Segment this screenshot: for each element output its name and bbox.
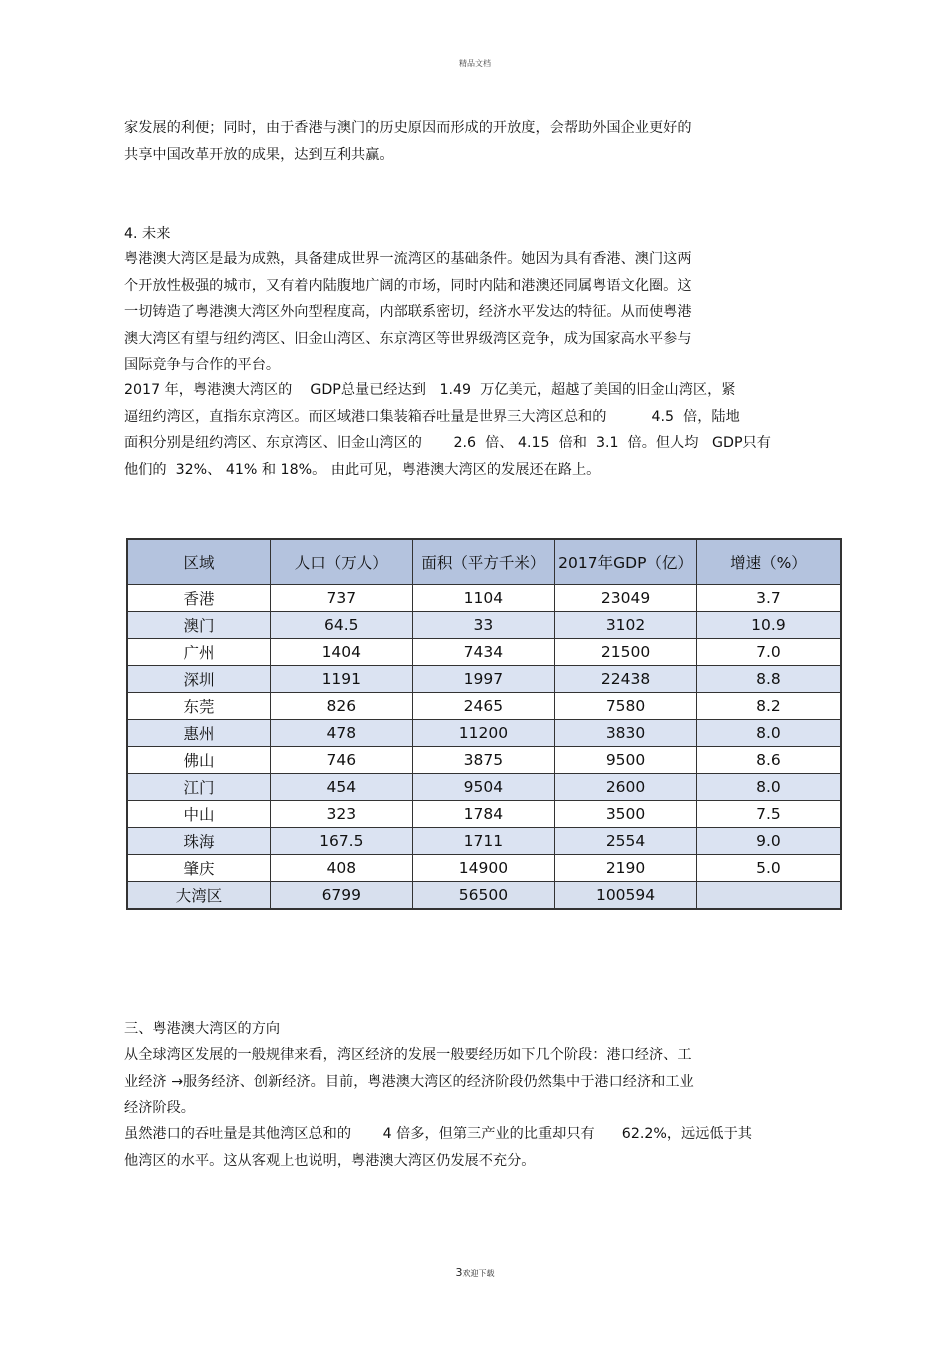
cell-region: 江门: [127, 774, 270, 801]
cell-area: 7434: [412, 639, 555, 666]
cell-region: 香港: [127, 585, 270, 612]
cell-region: 大湾区: [127, 882, 270, 910]
table-body: [127, 585, 841, 910]
cell-growth: 8.6: [696, 747, 841, 774]
cell-area: 3875: [412, 747, 555, 774]
section-heading-direction: 三、粤港澳大湾区的方向: [124, 1021, 281, 1037]
header-area: 面积（平方千米）: [412, 539, 555, 585]
header-gdp: 2017年GDP（亿）: [555, 539, 697, 585]
cell-region: 珠海: [127, 828, 270, 855]
footer-text: 欢迎下载: [462, 1269, 495, 1278]
cell-growth: 8.8: [696, 666, 841, 693]
cell-population: 6799: [270, 882, 412, 910]
cell-population: 1191: [270, 666, 412, 693]
cell-gdp: 3830: [555, 720, 697, 747]
header-growth: 增速（%）: [696, 539, 841, 585]
table-row: [127, 747, 841, 774]
cell-gdp: 2600: [555, 774, 697, 801]
cell-gdp: 7580: [555, 693, 697, 720]
cell-area: 56500: [412, 882, 555, 910]
cell-region: 佛山: [127, 747, 270, 774]
paragraph-intro-continued: 家发展的利便；同时，由于香港与澳门的历史原因而形成的开放度，会帮助外国企业更好的 共享中国改革开放的成果，达到互利共赢。: [124, 120, 692, 163]
cell-growth: 7.0: [696, 639, 841, 666]
table-row: [127, 585, 841, 612]
table-row: [127, 612, 841, 639]
cell-gdp: 2554: [555, 828, 697, 855]
cell-population: 167.5: [270, 828, 412, 855]
cell-growth: 10.9: [696, 612, 841, 639]
cell-area: 1711: [412, 828, 555, 855]
paragraph-maturity: 粤港澳大湾区是最为成熟，具备建成世界一流湾区的基础条件。她因为具有香港、澳门这两 个开放性极强的城市，又有着内陆腹地广阔的市场，同时内陆和港澳还同属粤语文化圈。这 一切铸造了粤港澳大湾区外向型程度高，内部联系密切，经济水平发达的特征。从而使粤港 澳大湾区有望与纽约湾区、旧金山湾区、东京湾区等世界级湾区竞争，成为国家高水平参与 国际竞争与合作的平台。: [124, 251, 692, 373]
cell-area: 1784: [412, 801, 555, 828]
cell-population: 746: [270, 747, 412, 774]
cell-population: 323: [270, 801, 412, 828]
section-heading-future: 4. 未来: [124, 226, 171, 242]
table-row: [127, 801, 841, 828]
cell-population: 64.5: [270, 612, 412, 639]
cell-gdp: 100594: [555, 882, 697, 910]
table-row: [127, 828, 841, 855]
cell-gdp: 3102: [555, 612, 697, 639]
cell-region: 深圳: [127, 666, 270, 693]
cell-area: 11200: [412, 720, 555, 747]
cell-area: 14900: [412, 855, 555, 882]
cell-region: 东莞: [127, 693, 270, 720]
cell-gdp: 23049: [555, 585, 697, 612]
cell-growth: [696, 882, 841, 910]
cell-growth: 5.0: [696, 855, 841, 882]
page-footer: [0, 1266, 950, 1279]
table-row: [127, 666, 841, 693]
table-row: [127, 882, 841, 910]
paragraph-stages: 从全球湾区发展的一般规律来看，湾区经济的发展一般要经历如下几个阶段：港口经济、工 业经济 →服务经济、创新经济。目前，粤港澳大湾区的经济阶段仍然集中于港口经济和工业 经济阶段。: [124, 1047, 694, 1116]
cell-area: 9504: [412, 774, 555, 801]
cell-gdp: 21500: [555, 639, 697, 666]
cell-area: 2465: [412, 693, 555, 720]
cell-region: 广州: [127, 639, 270, 666]
header-population: 人口（万人）: [270, 539, 412, 585]
cell-gdp: 2190: [555, 855, 697, 882]
cell-growth: 7.5: [696, 801, 841, 828]
cell-region: 惠州: [127, 720, 270, 747]
cell-gdp: 9500: [555, 747, 697, 774]
cell-growth: 8.2: [696, 693, 841, 720]
cell-gdp: 3500: [555, 801, 697, 828]
greater-bay-area-table: [126, 538, 842, 910]
paragraph-tertiary: 虽然港口的吞吐量是其他湾区总和的 4 倍多，但第三产业的比重却只有 62.2%，远远低于其 他湾区的水平。这从客观上也说明，粤港澳大湾区仍发展不充分。: [124, 1126, 752, 1169]
page-header: 精品文档: [459, 59, 491, 68]
cell-population: 1404: [270, 639, 412, 666]
cell-population: 737: [270, 585, 412, 612]
cell-area: 1997: [412, 666, 555, 693]
cell-growth: 8.0: [696, 720, 841, 747]
cell-gdp: 22438: [555, 666, 697, 693]
cell-growth: 8.0: [696, 774, 841, 801]
cell-population: 826: [270, 693, 412, 720]
table-row: [127, 693, 841, 720]
cell-area: 1104: [412, 585, 555, 612]
cell-growth: 3.7: [696, 585, 841, 612]
table-row: [127, 774, 841, 801]
cell-growth: 9.0: [696, 828, 841, 855]
table-row: [127, 855, 841, 882]
cell-population: 408: [270, 855, 412, 882]
table-header-row: [127, 539, 841, 585]
cell-region: 中山: [127, 801, 270, 828]
cell-area: 33: [412, 612, 555, 639]
table-row: [127, 720, 841, 747]
paragraph-gdp-2017: 2017 年，粤港澳大湾区的 GDP总量已经达到 1.49 万亿美元，超越了美国的旧金山湾区，紧 逼纽约湾区，直指东京湾区。而区域港口集装箱吞吐量是世界三大湾区总和的 4.5 倍，陆地 面积分别是纽约湾区、东京湾区、旧金山湾区的 2.6 倍、 4.15 倍和 3.1 倍。但人均 GDP只有 他们的 32%、 41% 和 18%。 由此可见，粤港澳大湾区的发展还在路上。: [124, 382, 771, 478]
cell-population: 454: [270, 774, 412, 801]
table-row: [127, 639, 841, 666]
cell-region: 肇庆: [127, 855, 270, 882]
cell-region: 澳门: [127, 612, 270, 639]
page-number: 3: [455, 1266, 463, 1279]
cell-population: 478: [270, 720, 412, 747]
header-region: 区域: [127, 539, 270, 585]
